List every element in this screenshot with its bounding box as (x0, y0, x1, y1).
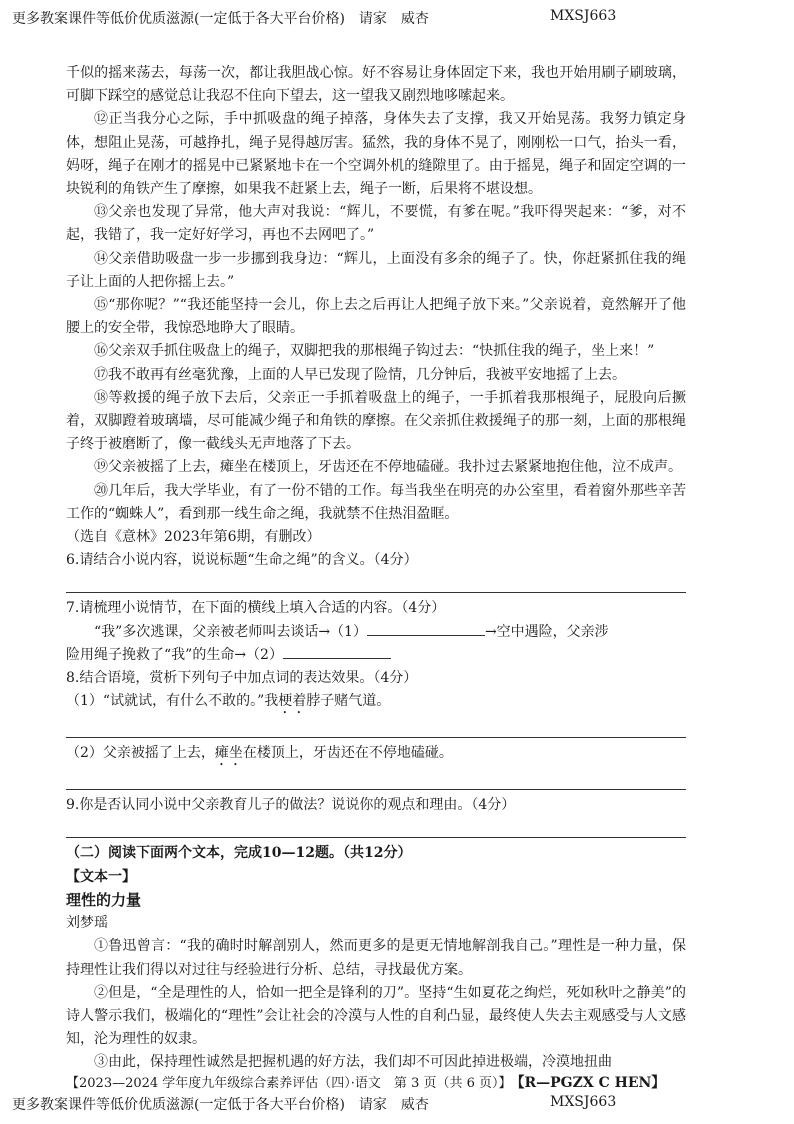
article-title: 理性的力量 (66, 890, 142, 909)
question-6: 6.请结合小说内容，说说标题“生命之绳”的含义。（4分） (66, 552, 418, 569)
question-8-1 (66, 690, 686, 717)
question-9: 9.你是否认同小说中父亲教育儿子的做法？说说你的观点和理由。（4分） (66, 797, 516, 814)
article-paragraph-2: ②但是，“全是理性的人，恰如一把全是锋利的刀”。坚持“生如夏花之绚烂，死如秋叶之静美”的诗人警示我们，极端化的“理性”会让社会的冷漠与人性的自利凸显，最终使人失去主观感受与人文感知，沦为理性的奴隶。 (66, 984, 686, 1048)
story-paragraph-16: ⑯父亲双手抓住吸盘上的绳子，双脚把我的那根绳子钩过去：“快抓住我的绳子，坐上来！” (94, 343, 655, 360)
footer-code: MXSJ663 (550, 1094, 617, 1110)
question-8-2 (66, 742, 686, 769)
story-paragraph-12: ⑫正当我分心之际，手中抓吸盘的绳子掉落，身体失去了支撑，我又开始晃荡。我努力镇定身体，想阻止晃荡，可越挣扎，绳子晃得越厉害。猛然，我的身体不晃了，刚刚松一口气，抬头一看，妈呀，绳子在刚才的摇晃中已紧紧地卡在一个空调外机的缝隙里了。由于摇晃，绳子和固定空调的一块锐利的角铁产生了摩擦，如果我不赶紧上去，绳子一断，后果将不堪设想。 (66, 111, 686, 198)
q8-1-text-b: 脖子赌气道。 (306, 693, 391, 710)
q8-2-text-a: （2）父亲被摇了上去， (66, 745, 215, 762)
question-7-flow (66, 621, 686, 644)
question-7-flow-2 (66, 644, 686, 667)
header-text: 更多教案课件等低价优质滋源(一定低于各大平台价格) 请家 威杏 (12, 11, 429, 27)
footer-text: 更多教案课件等低价优质滋源(一定低于各大平台价格) 请家 威杏 (12, 1097, 429, 1113)
story-paragraph-14: ⑭父亲借助吸盘一步一步挪到我身边：“辉儿，上面没有多余的绳子了。快，你赶紧抓住我的绳子让上面的人把你摇上去。” (66, 250, 686, 290)
article-author: 刘梦瑶 (66, 915, 108, 932)
page-info (66, 1072, 665, 1092)
header-code: MXSJ663 (550, 8, 617, 24)
article-paragraph-1: ①鲁迅曾言：“我的确时时解剖别人，然而更多的是更无情地解剖我自己。”理性是一种力量，保持理性让我们得以对过往与经验进行分析、总结，寻找最优方案。 (66, 938, 686, 978)
story-paragraph-13: ⑬父亲也发现了异常，他大声对我说：“辉儿，不要慌，有爹在呢。”我吓得哭起来：“爹，对不起，我错了，我一定好好学习，再也不去网吧了。” (66, 204, 686, 244)
page-info-text: 【2023—2024 学年度九年级综合素养评估（四）·语文 第 3 页（共 6 页）】 (66, 1076, 512, 1091)
story-paragraph-19: ⑲父亲被摇了上去，瘫坐在楼顶上，牙齿还在不停地磕碰。我扑过去紧紧地抱住他，泣不成声。 (94, 459, 682, 476)
answer-line-9[interactable] (66, 817, 686, 838)
q8-2-dotted-word: 瘫坐 (214, 745, 243, 762)
page-header (12, 8, 617, 28)
text-one-tag: 【文本一】 (66, 868, 136, 885)
answer-line-6[interactable] (66, 572, 686, 593)
q7-text-b: →空中遇险，父亲涉 (484, 623, 609, 640)
answer-blank-7-1[interactable] (367, 621, 485, 636)
document-body (66, 62, 686, 1075)
answer-blank-7-2[interactable] (283, 644, 391, 659)
article-paragraph-3: ③由此，保持理性诚然是把握机遇的好方法，我们却不可因此掉进极端，冷漠地扭曲 (94, 1054, 612, 1071)
answer-line-8-2[interactable] (66, 769, 686, 790)
q7-text-a: “我”多次逃课，父亲被老师叫去谈话→（1） (94, 623, 367, 640)
story-paragraph-15: ⑮“那你呢？”“我还能坚持一会儿，你上去之后再让人把绳子放下来。”父亲说着，竟然解开了他腰上的安全带，我惊恐地睁大了眼睛。 (66, 297, 686, 337)
story-paragraph-17: ⑰我不敢再有丝毫犹豫，上面的人早已发现了险情，几分钟后，我被平安地摇了上去。 (94, 366, 626, 383)
page-footer (12, 1094, 617, 1114)
q8-2-text-b: 在楼顶上，牙齿还在不停地磕碰。 (242, 745, 453, 762)
q8-1-text-a: （1）“试就试，有什么不敢的。”我 (66, 693, 279, 710)
story-paragraph-20: ⑳几年后，我大学毕业，有了一份不错的工作。每当我坐在明亮的办公室里，看着窗外那些辛苦工作的“蜘蛛人”，看到那一线生命之绳，我就禁不住热泪盈眶。 (66, 482, 686, 522)
question-8: 8.结合语境，赏析下列句子中加点词的表达效果。（4分） (66, 670, 418, 687)
answer-line-8-1[interactable] (66, 717, 686, 738)
question-7: 7.请梳理小说情节，在下面的横线上填入合适的内容。（4分） (66, 600, 446, 617)
section-2-heading: （二）阅读下面两个文本，完成10—12题。（共12分） (66, 845, 412, 862)
story-source: （选自《意林》2023年第6期，有删改） (66, 529, 321, 546)
q8-1-dotted-word: 梗着 (278, 693, 307, 710)
q7-text-c: 险用绳子挽救了“我”的生命→（2） (66, 646, 283, 663)
story-paragraph: 千似的摇来荡去，每荡一次，都让我胆战心惊。好不容易让身体固定下来，我也开始用刷子刷玻璃，可脚下踩空的感觉总让我忍不住向下望去，这一望我又剧烈地哆嗦起来。 (66, 65, 686, 105)
story-paragraph-18: ⑱等救援的绳子放下去后，父亲正一手抓着吸盘上的绳子，一手抓着我那根绳子，屁股向后撅着，双脚蹬着玻璃墙，尽可能减少绳子和角铁的摩擦。在父亲抓住救援绳子的那一刻，上面的那根绳子终于被磨断了，像一截线头无声地落了下去。 (66, 389, 686, 453)
page-info-code: 【R—PGZX C HEN】 (517, 1075, 666, 1091)
